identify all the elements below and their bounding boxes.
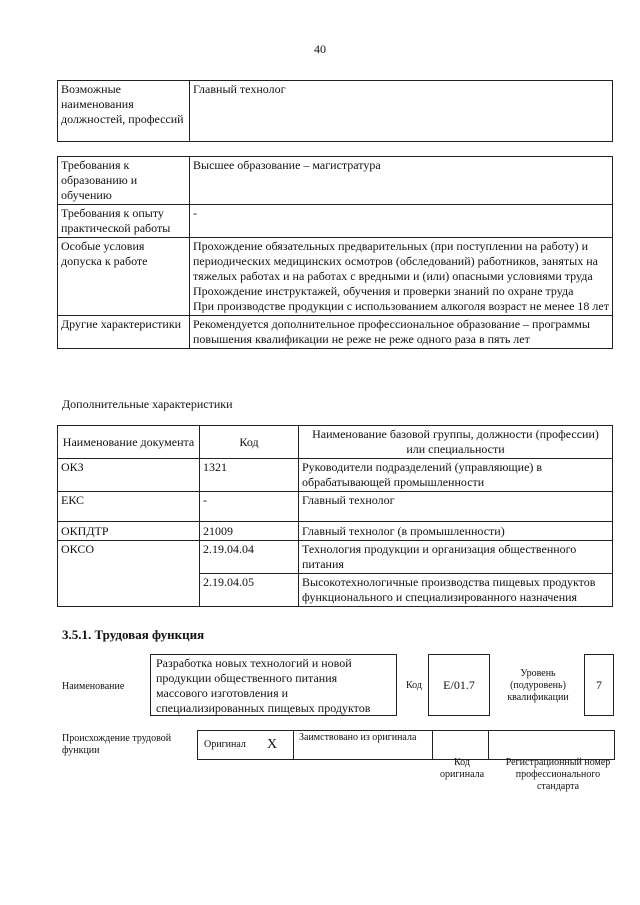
original-label: Оригинал xyxy=(204,739,246,750)
special-conditions-value xyxy=(190,238,613,316)
header-code: Код xyxy=(200,426,299,459)
code-cell: 2.19.04.05 xyxy=(200,574,299,607)
origin-code-caption: Код оригинала xyxy=(439,757,485,780)
job-titles-label: Возможные наименования должностей, профессий xyxy=(58,81,190,142)
education-value: Высшее образование – магистратура xyxy=(190,157,613,205)
other-characteristics-label: Другие характеристики xyxy=(58,316,190,349)
doc-cell: ОКЗ xyxy=(58,459,200,492)
name-cell: Технология продукции и организация общественного питания xyxy=(299,541,613,574)
table-row xyxy=(58,238,613,316)
table-row xyxy=(58,316,613,349)
code-cell: 1321 xyxy=(200,459,299,492)
experience-label: Требования к опыту практической работы xyxy=(58,205,190,238)
requirements-table xyxy=(57,156,613,349)
section-title: 3.5.1. Трудовая функция xyxy=(62,627,205,642)
job-titles-table xyxy=(57,80,613,142)
job-titles-value: Главный технолог xyxy=(190,81,613,142)
special-condition-1: Прохождение обязательных предварительных (при поступлении на работу) и периодических медицинских осмотров (обследований) работников, занятых на тяжелых работах и на работах с вредными и (или) опасными условиями труда xyxy=(193,239,598,283)
function-name-label: Наименование xyxy=(62,681,125,692)
doc-cell: ОКСО xyxy=(58,541,200,607)
special-conditions-label: Особые условия допуска к работе xyxy=(58,238,190,316)
doc-cell: ОКПДТР xyxy=(58,522,200,541)
table-row xyxy=(58,459,613,492)
special-condition-3: При производстве продукции с использованием алкоголя возраст не менее 18 лет xyxy=(193,299,609,313)
qualification-level-value: 7 xyxy=(596,678,602,692)
function-code-label: Код xyxy=(406,680,422,691)
origin-label: Происхождение трудовой функции xyxy=(62,733,172,756)
doc-cell: ЕКС xyxy=(58,492,200,522)
name-cell: Главный технолог (в промышленности) xyxy=(299,522,613,541)
name-cell: Высокотехнологичные производства пищевых продуктов функционального и специализированного назначения xyxy=(299,574,613,607)
header-document: Наименование документа xyxy=(58,426,200,459)
table-header-row xyxy=(58,426,613,459)
table-row xyxy=(58,81,613,142)
function-name-value: Разработка новых технологий и новой продукции общественного питания массового изготовления и специализированных пищевых продуктов xyxy=(156,656,371,715)
function-code-value: E/01.7 xyxy=(443,678,475,692)
additional-characteristics-title: Дополнительные характеристики xyxy=(62,397,233,411)
table-row xyxy=(58,157,613,205)
other-characteristics-value: Рекомендуется дополнительное профессиональное образование – программы повышения квалификации не реже не реже одного раза в пять лет xyxy=(190,316,613,349)
table-row xyxy=(58,205,613,238)
borrowed-label: Заимствовано из оригинала xyxy=(299,732,417,743)
additional-characteristics-table xyxy=(57,425,613,607)
code-cell: 21009 xyxy=(200,522,299,541)
qualification-level-box xyxy=(584,654,614,716)
header-group-name: Наименование базовой группы, должности (профессии) или специальности xyxy=(299,426,613,459)
table-row xyxy=(58,492,613,522)
function-name-box xyxy=(150,654,397,716)
name-cell: Руководители подразделений (управляющие) в обрабатывающей промышленности xyxy=(299,459,613,492)
registration-number-caption: Регистрационный номер профессионального стандарта xyxy=(505,757,611,792)
function-code-box xyxy=(428,654,490,716)
page-number: 40 xyxy=(314,42,326,56)
special-condition-2: Прохождение инструктажей, обучения и проверки знаний по охране труда xyxy=(193,284,574,298)
original-mark: X xyxy=(267,737,278,752)
education-label: Требования к образованию и обучению xyxy=(58,157,190,205)
code-cell: 2.19.04.04 xyxy=(200,541,299,574)
table-row xyxy=(58,541,613,574)
experience-value: - xyxy=(190,205,613,238)
qualification-level-label: Уровень (подуровень) квалификации xyxy=(507,668,569,703)
name-cell: Главный технолог xyxy=(299,492,613,522)
table-row xyxy=(58,522,613,541)
code-cell: - xyxy=(200,492,299,522)
origin-code-cell xyxy=(432,730,489,760)
